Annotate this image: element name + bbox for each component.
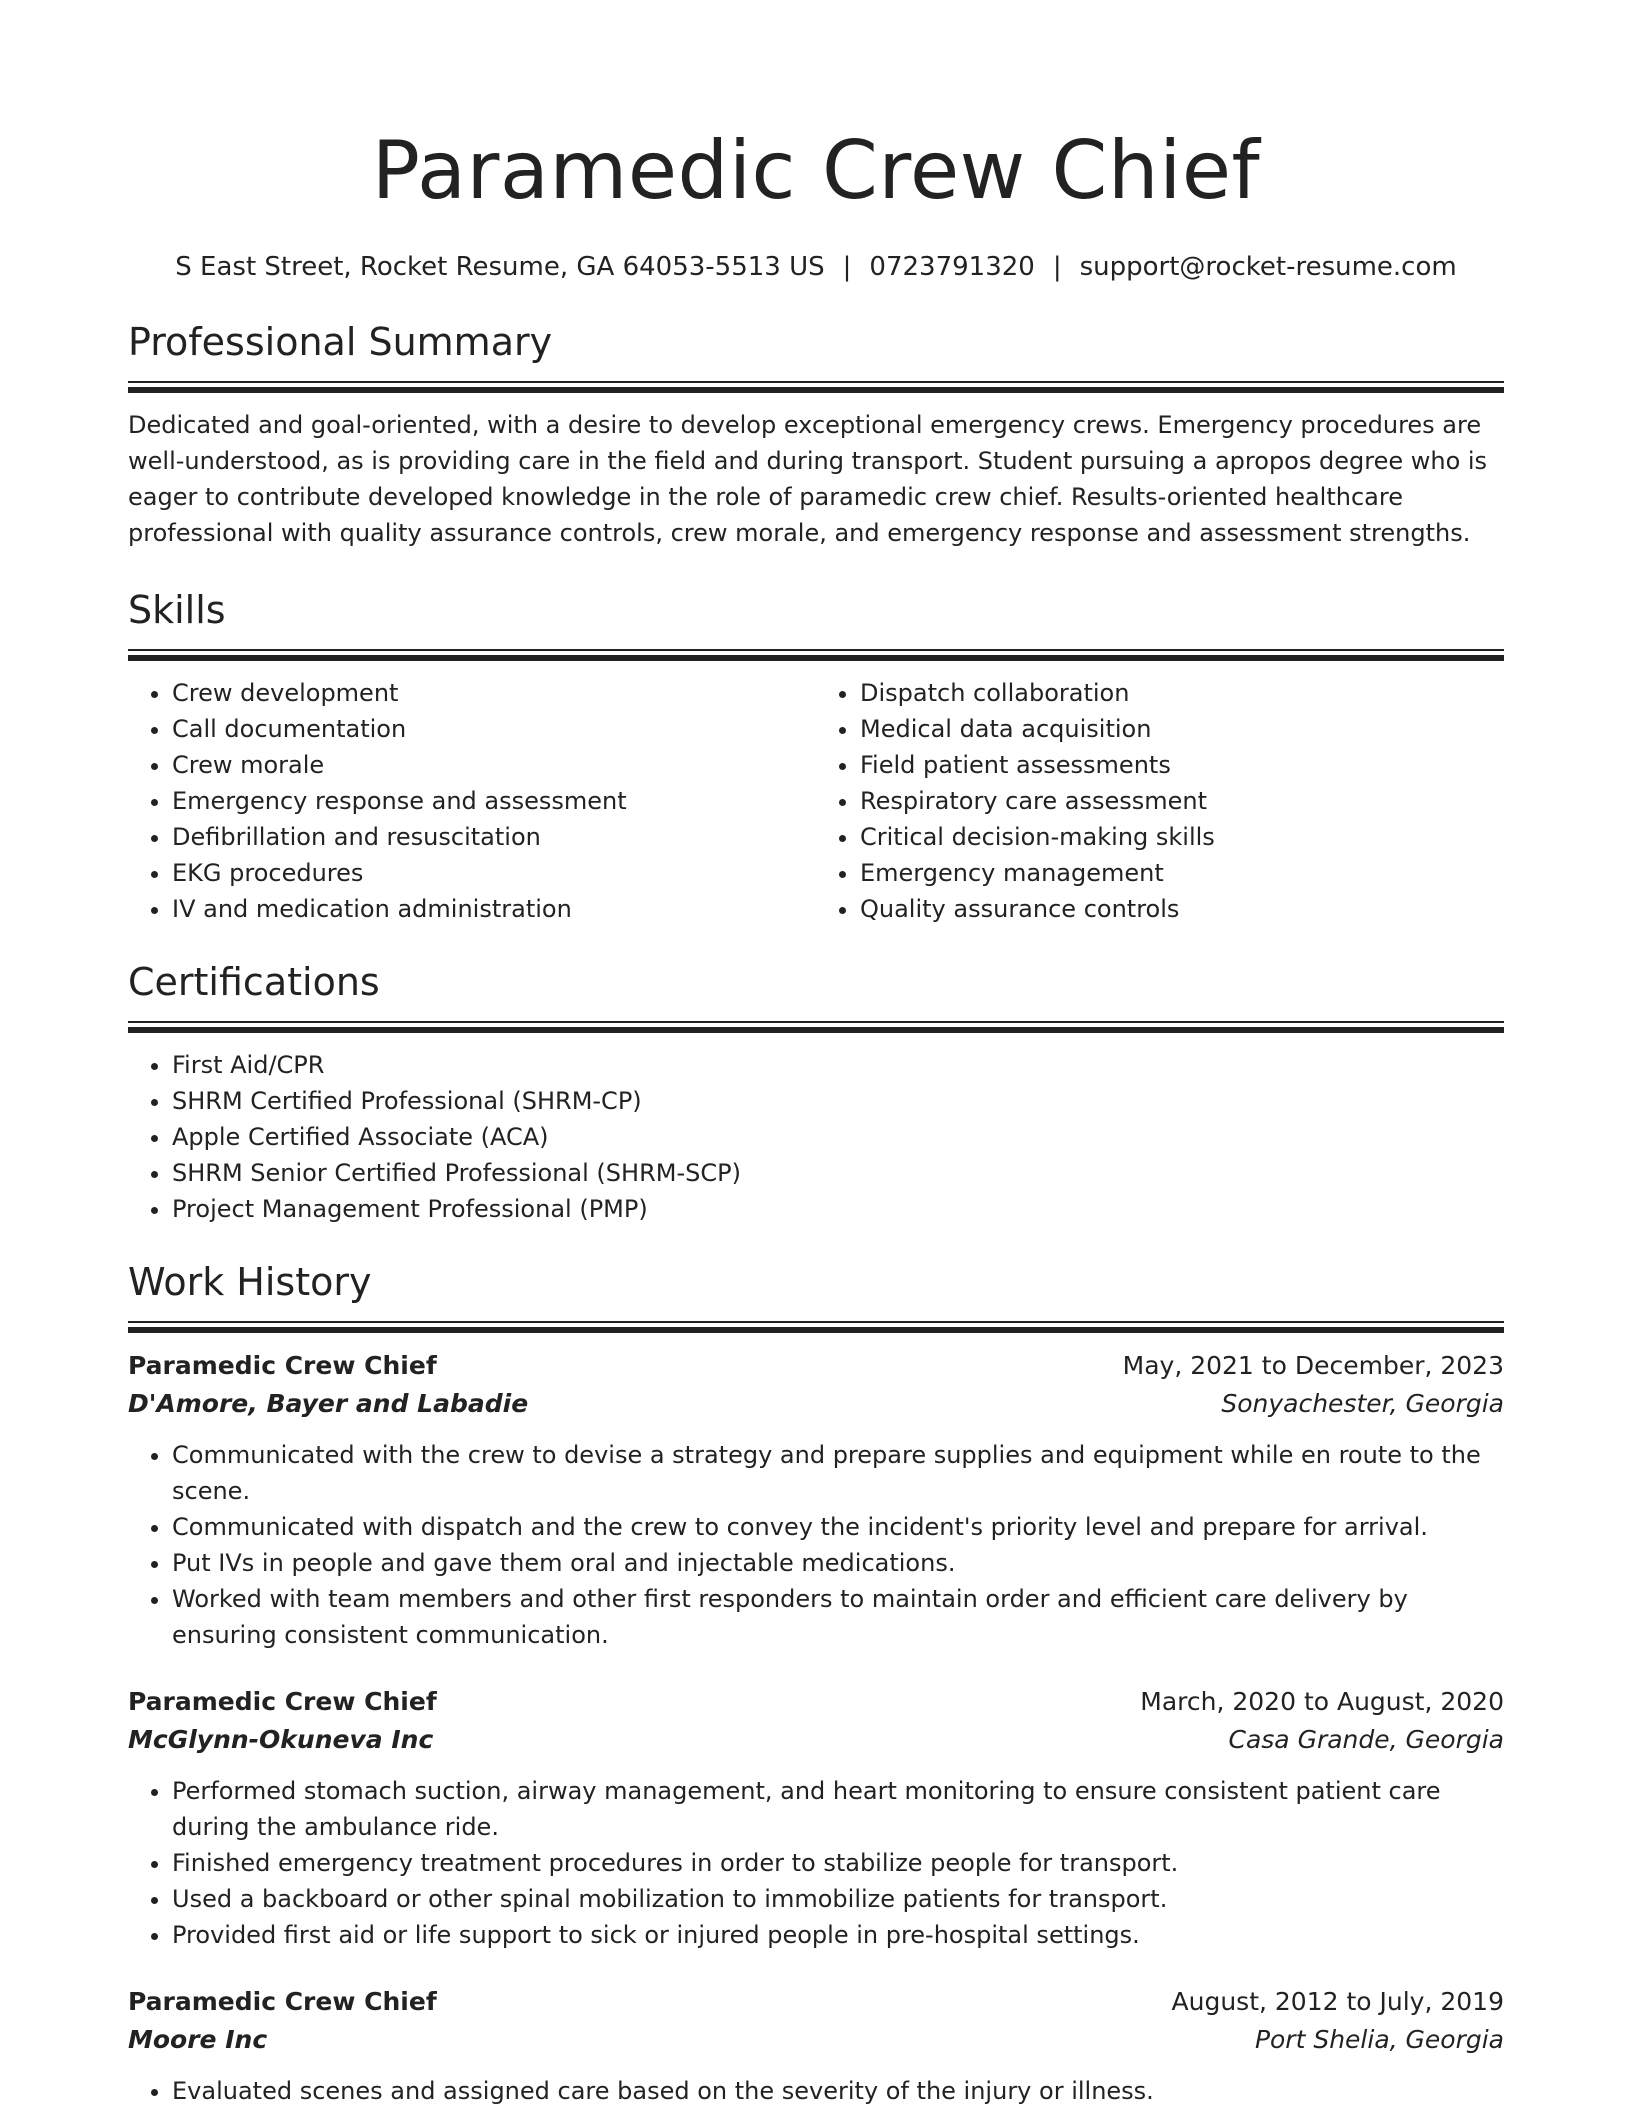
job-bullet: • Performed stomach suction, airway management, and heart monitoring to ensure consistent patient care during the ambulance ride. [172,1773,1504,1845]
job-entry [128,1983,1504,2109]
job-company: Moore Inc [128,2025,268,2054]
contact-address: S East Street, Rocket Resume, GA 64053-5513 US [175,252,825,282]
job-entry [128,1347,1504,1653]
skill-item: • Field patient assessments [860,747,1504,783]
skills-list-left [128,675,816,927]
job-bullets [128,1437,1504,1653]
skills-heading: Skills [128,588,226,632]
contact-separator: | [1052,252,1062,282]
certification-item: • Apple Certified Associate (ACA) [172,1119,1504,1155]
job-header [128,1983,1504,2021]
contact-phone: 0723791320 [869,252,1035,282]
job-company: McGlynn-Okuneva Inc [128,1725,434,1754]
section-divider [128,649,1504,661]
summary-section [128,317,1504,551]
certification-item: • SHRM Senior Certified Professional (SHRM-SCP) [172,1155,1504,1191]
skill-item: • Call documentation [172,711,816,747]
job-bullet: • Communicated with the crew to devise a strategy and prepare supplies and equipment while en route to the scene. [172,1437,1504,1509]
job-entry [128,1683,1504,1953]
summary-heading: Professional Summary [128,320,553,364]
job-dates: March, 2020 to August, 2020 [1140,1687,1504,1716]
job-header [128,1683,1504,1721]
job-bullets [128,2073,1504,2109]
job-subheader [128,1385,1504,1423]
certification-item: • Project Management Professional (PMP) [172,1191,1504,1227]
job-location: Port Shelia, Georgia [1254,2025,1504,2054]
certifications-list [128,1047,1504,1227]
skill-item: • Emergency response and assessment [172,783,816,819]
certifications-section [128,957,1504,1227]
certifications-heading: Certifications [128,960,380,1004]
certification-item: • SHRM Certified Professional (SHRM-CP) [172,1083,1504,1119]
contact-separator: | [842,252,852,282]
job-bullets [128,1773,1504,1953]
job-bullet: • Communicated with dispatch and the crew to convey the incident's priority level and prepare for arrival. [172,1509,1504,1545]
job-location: Casa Grande, Georgia [1228,1725,1504,1754]
skill-item: • Respiratory care assessment [860,783,1504,819]
skills-columns [128,675,1504,927]
resume-name: Paramedic Crew Chief [371,124,1261,217]
job-company: D'Amore, Bayer and Labadie [128,1389,529,1418]
job-subheader [128,2021,1504,2059]
skill-item: • Crew morale [172,747,816,783]
job-header [128,1347,1504,1385]
skill-item: • IV and medication administration [172,891,816,927]
job-title: Paramedic Crew Chief [128,1351,437,1380]
job-location: Sonyachester, Georgia [1221,1389,1504,1418]
skills-list-right [816,675,1504,927]
skill-item: • Critical decision-making skills [860,819,1504,855]
skill-item: • Emergency management [860,855,1504,891]
job-bullet: • Worked with team members and other first responders to maintain order and efficient care delivery by ensuring consistent communication. [172,1581,1504,1653]
skill-item: • Quality assurance controls [860,891,1504,927]
job-subheader [128,1721,1504,1759]
section-divider [128,1021,1504,1033]
skill-item: • Defibrillation and resuscitation [172,819,816,855]
job-dates: August, 2012 to July, 2019 [1171,1987,1504,2016]
summary-text: Dedicated and goal-oriented, with a desire to develop exceptional emergency crews. Emergency procedures are well-understood, as is providing care in the field and during transport. Student pursuing a apropos degree who is eager to contribute developed knowledge in the role of paramedic crew chief. Results-oriented healthcare professional with quality assurance controls, crew morale, and emergency response and assessment strengths. [128,411,1488,547]
skill-item: • Medical data acquisition [860,711,1504,747]
job-dates: May, 2021 to December, 2023 [1122,1351,1504,1380]
skills-section [128,585,1504,927]
certification-item: • First Aid/CPR [172,1047,1504,1083]
contact-line [128,250,1504,284]
job-bullet: • Provided first aid or life support to sick or injured people in pre-hospital settings. [172,1917,1504,1953]
contact-email: support@rocket-resume.com [1079,252,1457,282]
section-divider [128,1321,1504,1333]
skill-item: • EKG procedures [172,855,816,891]
job-bullet: • Used a backboard or other spinal mobilization to immobilize patients for transport. [172,1881,1504,1917]
job-title: Paramedic Crew Chief [128,1687,437,1716]
job-bullet: • Put IVs in people and gave them oral and injectable medications. [172,1545,1504,1581]
section-divider [128,381,1504,393]
job-bullet: • Finished emergency treatment procedures in order to stabilize people for transport. [172,1845,1504,1881]
work-history-section [128,1257,1504,2109]
skill-item: • Crew development [172,675,816,711]
job-title: Paramedic Crew Chief [128,1987,437,2016]
work-history-heading: Work History [128,1260,372,1304]
job-bullet: • Evaluated scenes and assigned care based on the severity of the injury or illness. [172,2073,1504,2109]
skill-item: • Dispatch collaboration [860,675,1504,711]
